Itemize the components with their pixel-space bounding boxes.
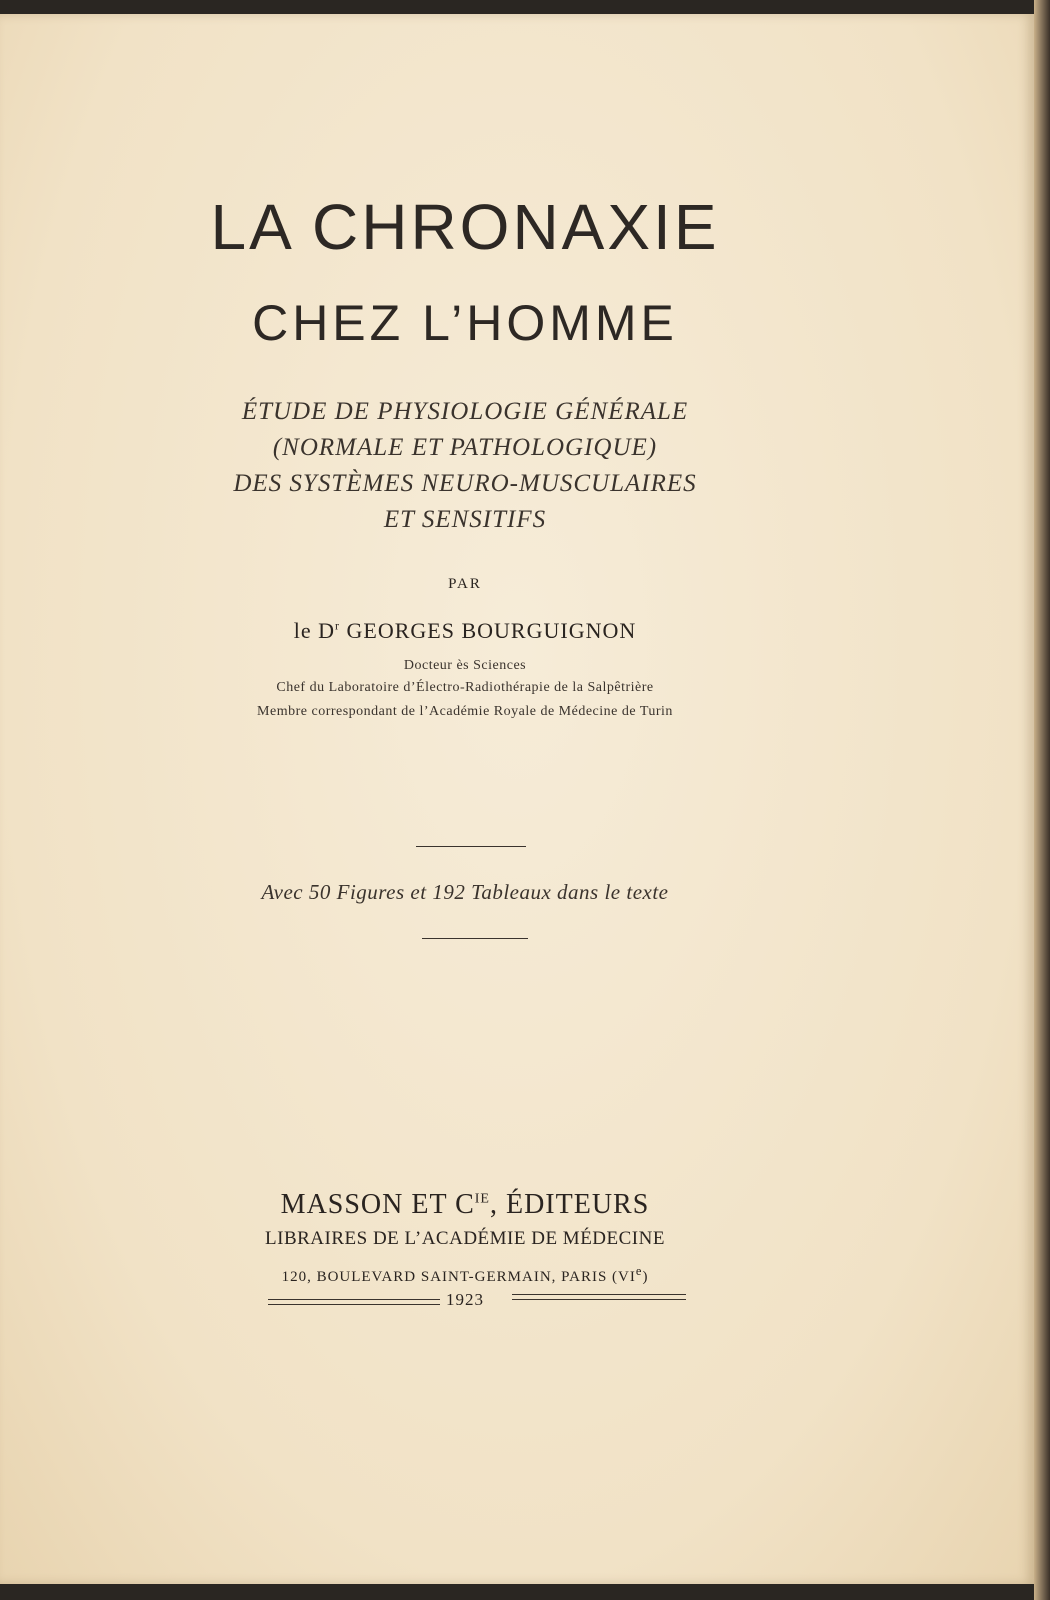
subtitle-line2: (NORMALE ET PATHOLOGIQUE) — [272, 434, 658, 461]
credential-line: Membre correspondant de l’Académie Royale de Médecine de Turin — [257, 704, 673, 719]
publisher-name-pre: MASSON ET C — [280, 1189, 475, 1220]
publisher-name-sup: IE — [474, 1191, 490, 1207]
publication-year: 1923 — [446, 1290, 484, 1309]
subtitle-line1: ÉTUDE DE PHYSIOLOGIE GÉNÉRALE — [241, 398, 689, 425]
subtitle-line4: ET SENSITIFS — [383, 506, 547, 533]
subtitle-line3: DES SYSTÈMES NEURO-MUSCULAIRES — [233, 470, 697, 497]
publisher-name-post: , ÉDITEURS — [489, 1189, 650, 1220]
publisher-address-end: ) — [642, 1269, 649, 1285]
double-rule-right — [512, 1294, 686, 1300]
divider-rule — [422, 938, 528, 939]
credential-line: Docteur ès Sciences — [403, 658, 527, 673]
publisher-address — [0, 1264, 930, 1286]
author-prefix-sup: r — [335, 618, 341, 633]
publisher-address-sup: e — [635, 1264, 643, 1278]
title-page — [0, 14, 1038, 1584]
book-title-line2: CHEZ L’HOMME — [252, 295, 678, 351]
publisher-name — [0, 1189, 930, 1221]
author-line — [0, 618, 930, 644]
divider-rule — [416, 846, 526, 847]
author-name: GEORGES BOURGUIGNON — [346, 618, 637, 643]
credential-line: Chef du Laboratoire d’Électro-Radiothérapie de la Salpêtrière — [276, 680, 654, 695]
publisher-address-text: 120, BOULEVARD SAINT-GERMAIN, PARIS (VI — [281, 1269, 636, 1285]
figures-note: Avec 50 Figures et 192 Tableaux dans le texte — [261, 880, 669, 904]
book-edge-shadow — [1034, 0, 1050, 1600]
publisher-line2: LIBRAIRES DE L’ACADÉMIE DE MÉDECINE — [265, 1228, 665, 1249]
book-title-line1: LA CHRONAXIE — [210, 191, 720, 263]
par-label: PAR — [448, 576, 482, 592]
author-prefix: le D — [293, 618, 336, 643]
